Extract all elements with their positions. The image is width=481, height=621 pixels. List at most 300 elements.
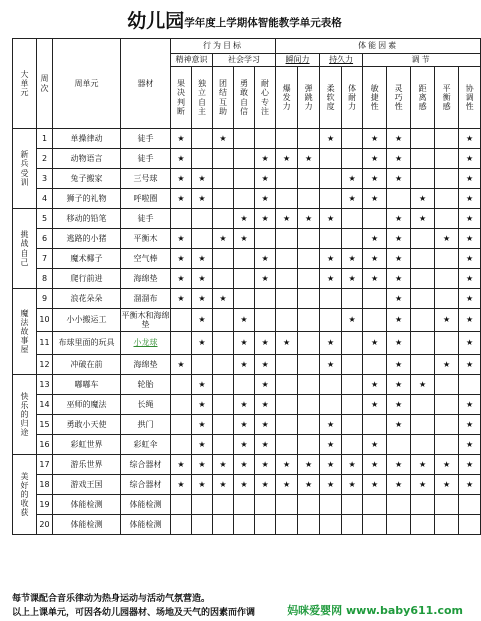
empty-cell <box>342 129 363 149</box>
empty-cell <box>171 375 192 395</box>
empty-cell <box>171 495 192 515</box>
star-mark: ★ <box>387 395 411 415</box>
empty-cell <box>459 495 481 515</box>
empty-cell <box>298 289 320 309</box>
empty-cell <box>435 189 459 209</box>
star-mark: ★ <box>387 455 411 475</box>
star-mark: ★ <box>387 375 411 395</box>
star-mark: ★ <box>298 475 320 495</box>
star-mark: ★ <box>192 189 213 209</box>
empty-cell <box>411 169 435 189</box>
star-mark: ★ <box>171 455 192 475</box>
star-mark: ★ <box>435 455 459 475</box>
star-mark: ★ <box>320 415 342 435</box>
header-xingwei: 行为目标 <box>171 39 276 54</box>
star-mark: ★ <box>192 249 213 269</box>
empty-cell <box>213 149 234 169</box>
week-unit: 游乐世界 <box>53 455 121 475</box>
star-mark: ★ <box>276 475 298 495</box>
star-mark: ★ <box>411 375 435 395</box>
empty-cell <box>171 515 192 535</box>
star-mark: ★ <box>459 169 481 189</box>
star-mark: ★ <box>320 355 342 375</box>
table-row <box>13 415 481 435</box>
empty-cell <box>342 435 363 455</box>
week-unit: 动物语言 <box>53 149 121 169</box>
star-mark: ★ <box>387 169 411 189</box>
star-mark: ★ <box>342 475 363 495</box>
table-row <box>13 332 481 355</box>
empty-cell <box>342 332 363 355</box>
empty-cell <box>298 355 320 375</box>
week-unit: 冲破在前 <box>53 355 121 375</box>
table-row <box>13 169 481 189</box>
star-mark: ★ <box>192 289 213 309</box>
star-mark: ★ <box>255 209 276 229</box>
star-mark: ★ <box>213 229 234 249</box>
equipment: 小龙球 <box>121 332 171 355</box>
equipment: 轮胎 <box>121 375 171 395</box>
star-mark: ★ <box>435 355 459 375</box>
week-number: 19 <box>37 495 53 515</box>
empty-cell <box>298 309 320 332</box>
week-number: 7 <box>37 249 53 269</box>
empty-cell <box>213 249 234 269</box>
week-unit: 彩虹世界 <box>53 435 121 455</box>
star-mark: ★ <box>387 229 411 249</box>
week-unit: 嘟嘟车 <box>53 375 121 395</box>
week-number: 16 <box>37 435 53 455</box>
equipment: 平衡木和海绵垫 <box>121 309 171 332</box>
week-unit: 单操律动 <box>53 129 121 149</box>
star-mark: ★ <box>234 455 255 475</box>
equipment: 综合器材 <box>121 475 171 495</box>
empty-cell <box>320 395 342 415</box>
table-row <box>13 189 481 209</box>
empty-cell <box>435 395 459 415</box>
star-mark: ★ <box>459 149 481 169</box>
header-factor-7: 距 离 感 <box>411 67 435 129</box>
empty-cell <box>234 189 255 209</box>
star-mark: ★ <box>255 435 276 455</box>
empty-cell <box>411 332 435 355</box>
empty-cell <box>276 495 298 515</box>
watermark: 妈咪爱婴网 www.baby611.com <box>287 604 463 617</box>
star-mark: ★ <box>387 269 411 289</box>
empty-cell <box>363 309 387 332</box>
empty-cell <box>363 515 387 535</box>
table-row <box>13 475 481 495</box>
empty-cell <box>276 229 298 249</box>
star-mark: ★ <box>255 475 276 495</box>
header-factor-3: 柔 软 度 <box>320 67 342 129</box>
week-unit: 巫师的魔法 <box>53 395 121 415</box>
empty-cell <box>234 149 255 169</box>
empty-cell <box>213 332 234 355</box>
week-number: 15 <box>37 415 53 435</box>
empty-cell <box>320 515 342 535</box>
star-mark: ★ <box>363 435 387 455</box>
week-number: 1 <box>37 129 53 149</box>
empty-cell <box>459 375 481 395</box>
star-mark: ★ <box>234 332 255 355</box>
table-row <box>13 229 481 249</box>
star-mark: ★ <box>363 129 387 149</box>
empty-cell <box>342 415 363 435</box>
star-mark: ★ <box>171 269 192 289</box>
week-number: 10 <box>37 309 53 332</box>
empty-cell <box>298 515 320 535</box>
star-mark: ★ <box>459 475 481 495</box>
star-mark: ★ <box>213 129 234 149</box>
star-mark: ★ <box>255 149 276 169</box>
empty-cell <box>342 375 363 395</box>
table-row <box>13 149 481 169</box>
curriculum-table <box>12 38 481 535</box>
equipment: 海绵垫 <box>121 355 171 375</box>
table-row <box>13 289 481 309</box>
empty-cell <box>298 435 320 455</box>
star-mark: ★ <box>411 189 435 209</box>
star-mark: ★ <box>387 475 411 495</box>
week-number: 6 <box>37 229 53 249</box>
equipment: 溜溜布 <box>121 289 171 309</box>
week-unit: 逃路的小猪 <box>53 229 121 249</box>
star-mark: ★ <box>435 309 459 332</box>
star-mark: ★ <box>192 395 213 415</box>
star-mark: ★ <box>459 229 481 249</box>
empty-cell <box>276 415 298 435</box>
title-sub: 学年度上学期体智能教学单元表格 <box>184 17 342 29</box>
title-main: 幼儿园 <box>127 10 185 32</box>
star-mark: ★ <box>171 289 192 309</box>
empty-cell <box>363 355 387 375</box>
table-row <box>13 129 481 149</box>
star-mark: ★ <box>234 355 255 375</box>
empty-cell <box>234 169 255 189</box>
star-mark: ★ <box>192 435 213 455</box>
star-mark: ★ <box>363 455 387 475</box>
empty-cell <box>298 495 320 515</box>
star-mark: ★ <box>363 149 387 169</box>
empty-cell <box>320 169 342 189</box>
star-mark: ★ <box>459 415 481 435</box>
empty-cell <box>276 129 298 149</box>
week-unit: 体能检测 <box>53 515 121 535</box>
table-row <box>13 515 481 535</box>
empty-cell <box>192 495 213 515</box>
star-mark: ★ <box>192 309 213 332</box>
star-mark: ★ <box>320 209 342 229</box>
empty-cell <box>320 149 342 169</box>
header-shehui: 社会学习 <box>213 54 276 67</box>
empty-cell <box>234 375 255 395</box>
empty-cell <box>320 229 342 249</box>
empty-cell <box>435 289 459 309</box>
empty-cell <box>234 495 255 515</box>
star-mark: ★ <box>320 475 342 495</box>
star-mark: ★ <box>459 309 481 332</box>
empty-cell <box>213 309 234 332</box>
empty-cell <box>213 355 234 375</box>
star-mark: ★ <box>459 209 481 229</box>
star-mark: ★ <box>363 269 387 289</box>
star-mark: ★ <box>320 455 342 475</box>
star-mark: ★ <box>255 395 276 415</box>
empty-cell <box>276 395 298 415</box>
empty-cell <box>234 249 255 269</box>
empty-cell <box>298 129 320 149</box>
star-mark: ★ <box>459 189 481 209</box>
footer-note-1: 每节课配合音乐律动为热身运动与活动气氛营造。 <box>12 594 211 604</box>
week-unit: 布球里面的玩具 <box>53 332 121 355</box>
star-mark: ★ <box>342 169 363 189</box>
header-baofa: 瞬间力 <box>276 54 320 67</box>
week-unit: 魔术椰子 <box>53 249 121 269</box>
star-mark: ★ <box>192 415 213 435</box>
empty-cell <box>171 435 192 455</box>
star-mark: ★ <box>234 209 255 229</box>
star-mark: ★ <box>171 475 192 495</box>
star-mark: ★ <box>387 415 411 435</box>
empty-cell <box>276 169 298 189</box>
empty-cell <box>411 309 435 332</box>
week-unit: 移动的铅笔 <box>53 209 121 229</box>
empty-cell <box>213 515 234 535</box>
star-mark: ★ <box>387 249 411 269</box>
empty-cell <box>298 229 320 249</box>
empty-cell <box>342 495 363 515</box>
star-mark: ★ <box>387 332 411 355</box>
star-mark: ★ <box>298 209 320 229</box>
empty-cell <box>276 355 298 375</box>
star-mark: ★ <box>459 249 481 269</box>
empty-cell <box>298 269 320 289</box>
empty-cell <box>192 515 213 535</box>
empty-cell <box>298 332 320 355</box>
empty-cell <box>171 332 192 355</box>
empty-cell <box>298 249 320 269</box>
week-unit: 小小搬运工 <box>53 309 121 332</box>
star-mark: ★ <box>171 229 192 249</box>
week-unit: 爬行前进 <box>53 269 121 289</box>
star-mark: ★ <box>255 332 276 355</box>
header-factor-9: 协 调 性 <box>459 67 481 129</box>
empty-cell <box>342 289 363 309</box>
empty-cell <box>192 149 213 169</box>
star-mark: ★ <box>255 415 276 435</box>
week-number: 9 <box>37 289 53 309</box>
empty-cell <box>192 355 213 375</box>
star-mark: ★ <box>342 269 363 289</box>
header-factor-4: 体 耐 力 <box>342 67 363 129</box>
equipment: 徒手 <box>121 209 171 229</box>
empty-cell <box>255 495 276 515</box>
star-mark: ★ <box>234 395 255 415</box>
star-mark: ★ <box>411 455 435 475</box>
empty-cell <box>342 229 363 249</box>
equipment: 呼啦圈 <box>121 189 171 209</box>
star-mark: ★ <box>363 169 387 189</box>
empty-cell <box>276 249 298 269</box>
week-number: 5 <box>37 209 53 229</box>
star-mark: ★ <box>363 395 387 415</box>
empty-cell <box>411 249 435 269</box>
header-dayuan: 大 单 元 <box>13 39 37 129</box>
empty-cell <box>435 249 459 269</box>
empty-cell <box>234 515 255 535</box>
week-number: 17 <box>37 455 53 475</box>
empty-cell <box>320 495 342 515</box>
empty-cell <box>411 395 435 415</box>
table-row <box>13 269 481 289</box>
star-mark: ★ <box>387 309 411 332</box>
star-mark: ★ <box>363 375 387 395</box>
star-mark: ★ <box>411 475 435 495</box>
week-unit: 游戏王国 <box>53 475 121 495</box>
star-mark: ★ <box>320 129 342 149</box>
table-row <box>13 309 481 332</box>
empty-cell <box>387 189 411 209</box>
empty-cell <box>342 149 363 169</box>
star-mark: ★ <box>342 309 363 332</box>
header-goal-3: 团 结 互 助 <box>213 67 234 129</box>
equipment: 长绳 <box>121 395 171 415</box>
empty-cell <box>435 129 459 149</box>
empty-cell <box>411 435 435 455</box>
star-mark: ★ <box>459 395 481 415</box>
header-factor-1: 爆 发 力 <box>276 67 298 129</box>
empty-cell <box>411 495 435 515</box>
star-mark: ★ <box>363 249 387 269</box>
header-chijiu: 持久力 <box>320 54 363 67</box>
star-mark: ★ <box>192 169 213 189</box>
empty-cell <box>342 515 363 535</box>
star-mark: ★ <box>192 332 213 355</box>
star-mark: ★ <box>435 475 459 495</box>
header-goal-2: 独 立 自 主 <box>192 67 213 129</box>
empty-cell <box>171 415 192 435</box>
empty-cell <box>435 435 459 455</box>
header-zhou-danyuan: 周单元 <box>53 39 121 129</box>
star-mark: ★ <box>276 209 298 229</box>
empty-cell <box>255 289 276 309</box>
empty-cell <box>435 149 459 169</box>
header-factor-2: 弹 跳 力 <box>298 67 320 129</box>
star-mark: ★ <box>255 189 276 209</box>
table-row <box>13 435 481 455</box>
empty-cell <box>213 435 234 455</box>
empty-cell <box>387 495 411 515</box>
star-mark: ★ <box>459 269 481 289</box>
week-number: 14 <box>37 395 53 415</box>
star-mark: ★ <box>171 355 192 375</box>
empty-cell <box>411 289 435 309</box>
star-mark: ★ <box>459 435 481 455</box>
star-mark: ★ <box>387 129 411 149</box>
star-mark: ★ <box>255 169 276 189</box>
unit-group-label: 挑 战 自 己 <box>13 209 37 289</box>
table-row <box>13 249 481 269</box>
empty-cell <box>298 395 320 415</box>
empty-cell <box>276 435 298 455</box>
star-mark: ★ <box>234 475 255 495</box>
empty-cell <box>213 495 234 515</box>
empty-cell <box>320 189 342 209</box>
header-tineng: 体能因素 <box>276 39 481 54</box>
header-row-1 <box>13 39 481 54</box>
header-goal-5: 耐 心 专 注 <box>255 67 276 129</box>
empty-cell <box>213 395 234 415</box>
star-mark: ★ <box>435 229 459 249</box>
unit-group-label: 魔 法 故 事 屋 <box>13 289 37 375</box>
week-unit: 体能检测 <box>53 495 121 515</box>
header-factor-6: 灵 巧 性 <box>387 67 411 129</box>
week-number: 12 <box>37 355 53 375</box>
equipment: 三号球 <box>121 169 171 189</box>
empty-cell <box>387 435 411 455</box>
empty-cell <box>234 269 255 289</box>
empty-cell <box>320 309 342 332</box>
empty-cell <box>192 209 213 229</box>
equipment: 体能检测 <box>121 515 171 535</box>
empty-cell <box>298 375 320 395</box>
empty-cell <box>342 209 363 229</box>
empty-cell <box>276 515 298 535</box>
equipment: 海绵垫 <box>121 269 171 289</box>
week-unit: 狮子的礼物 <box>53 189 121 209</box>
star-mark: ★ <box>171 129 192 149</box>
star-mark: ★ <box>255 249 276 269</box>
empty-cell <box>411 229 435 249</box>
empty-cell <box>298 189 320 209</box>
star-mark: ★ <box>171 189 192 209</box>
empty-cell <box>435 415 459 435</box>
header-goal-1: 果 决 判 断 <box>171 67 192 129</box>
header-factor-5: 敏 捷 性 <box>363 67 387 129</box>
star-mark: ★ <box>171 149 192 169</box>
empty-cell <box>213 415 234 435</box>
unit-group-label: 美 好 的 收 获 <box>13 455 37 535</box>
week-number: 4 <box>37 189 53 209</box>
star-mark: ★ <box>276 455 298 475</box>
equipment: 体能检测 <box>121 495 171 515</box>
equipment: 平衡木 <box>121 229 171 249</box>
empty-cell <box>171 395 192 415</box>
equipment: 拱门 <box>121 415 171 435</box>
star-mark: ★ <box>255 269 276 289</box>
empty-cell <box>213 375 234 395</box>
star-mark: ★ <box>320 249 342 269</box>
equipment: 徒手 <box>121 129 171 149</box>
empty-cell <box>213 169 234 189</box>
table-row <box>13 355 481 375</box>
star-mark: ★ <box>342 189 363 209</box>
unit-group-label: 新 兵 受 训 <box>13 129 37 209</box>
star-mark: ★ <box>320 332 342 355</box>
star-mark: ★ <box>459 355 481 375</box>
week-number: 11 <box>37 332 53 355</box>
empty-cell <box>320 289 342 309</box>
empty-cell <box>298 415 320 435</box>
empty-cell <box>435 169 459 189</box>
empty-cell <box>363 495 387 515</box>
header-factor-8: 平 衡 感 <box>435 67 459 129</box>
star-mark: ★ <box>234 229 255 249</box>
header-qicai: 器材 <box>121 39 171 129</box>
star-mark: ★ <box>342 249 363 269</box>
star-mark: ★ <box>363 475 387 495</box>
